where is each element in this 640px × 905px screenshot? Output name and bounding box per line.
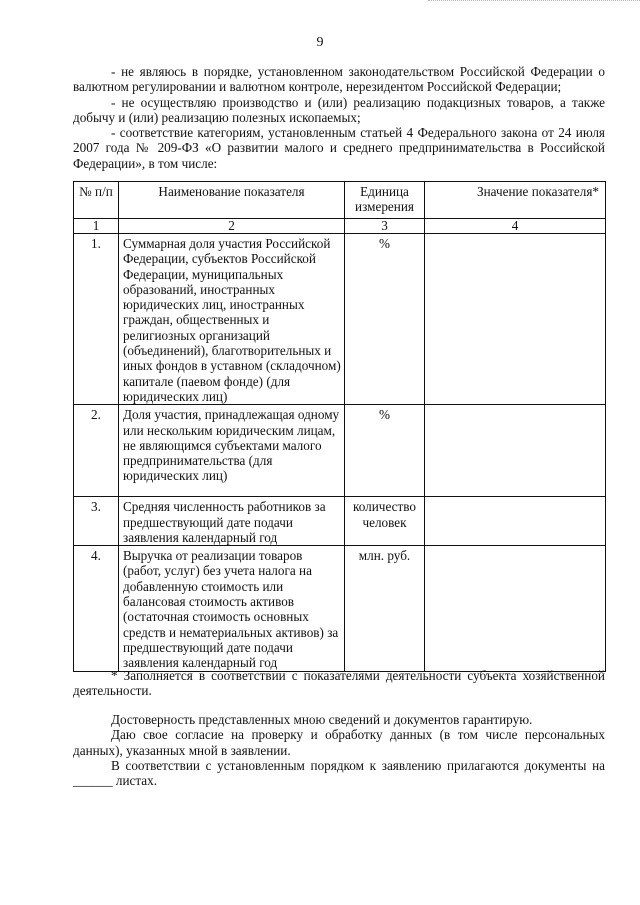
column-number: 2 xyxy=(119,219,345,234)
consent-rest: данных), указанных мной в заявлении. xyxy=(73,742,291,758)
attachments-statement xyxy=(73,758,605,789)
unit-of-measure: % xyxy=(345,234,425,405)
paragraph-rest: добычу и (или) реализацию полезных ископаемых; xyxy=(73,109,361,125)
indicator-value xyxy=(425,497,606,546)
page-number: 9 xyxy=(316,35,324,50)
row-number: 4. xyxy=(74,546,119,671)
footnote-first-line: * Заполняется в соответствии с показателями деятельности субъекта хозяйственной xyxy=(111,668,605,683)
table-row xyxy=(74,234,606,405)
paragraph-rest: Федерации», в том числе: xyxy=(73,155,218,171)
unit-of-measure: % xyxy=(345,405,425,497)
attachments-first-line: В соответствии с установленным порядком к заявлению прилагаются документы на xyxy=(111,757,605,773)
scan-edge-mark xyxy=(428,0,640,6)
row-number: 1. xyxy=(74,234,119,405)
header-unit: Единица измерения xyxy=(345,182,425,219)
row-number: 2. xyxy=(74,405,119,497)
indicator-value xyxy=(425,234,606,405)
column-number: 1 xyxy=(74,219,119,234)
table-row xyxy=(74,497,606,546)
unit-of-measure: млн. руб. xyxy=(345,546,425,671)
column-number: 4 xyxy=(425,219,606,234)
header-indicator-name: Наименование показателя xyxy=(119,182,345,219)
declaration-paragraphs xyxy=(73,64,605,171)
footnote xyxy=(73,668,605,699)
header-value: Значение показателя* xyxy=(425,182,606,219)
footnote-rest: деятельности. xyxy=(73,683,152,699)
header-number: № п/п xyxy=(74,182,119,219)
column-numbers-row xyxy=(74,219,606,234)
indicator-value xyxy=(425,405,606,497)
paragraph-excise xyxy=(73,95,605,126)
unit-of-measure: количество человек xyxy=(345,497,425,546)
paragraph-first-line: - не являюсь в порядке, установленном законодательством Российской Федерации о xyxy=(111,64,605,79)
attachments-rest: ______ листах. xyxy=(73,773,158,789)
closing-statements xyxy=(73,712,605,788)
paragraph-first-line: - не осуществляю производство и (или) реализацию подакцизных товаров, а также xyxy=(111,94,605,110)
consent-first-line: Даю свое согласие на проверку и обработку данных (в том числе персональных xyxy=(111,727,605,743)
indicator-name: Средняя численность работников за предшествующий дате подачи заявления календарный год xyxy=(119,497,345,546)
table-row xyxy=(74,546,606,671)
paragraph-second-line: 2007 года № 209-ФЗ «О развитии малого и среднего предпринимательства в Российской xyxy=(73,140,605,156)
indicator-name: Выручка от реализации товаров (работ, услуг) без учета налога на добавленную стоимость или балансовая стоимость активов (остаточная стоимость основных средств и нематериальных активов) за предшествующий дате подачи заявления календарный год xyxy=(119,546,345,671)
indicators-table xyxy=(73,181,606,672)
indicator-name: Суммарная доля участия Российской Федерации, субъектов Российской Федерации, муниципальных образований, иностранных юридических лиц, иностранных граждан, общественных и религиозных организаций (объединений), благотворительных и иных фондов в уставном (складочном) капитале (паевом фонде) (для юридических лиц) xyxy=(119,234,345,405)
indicator-value xyxy=(425,546,606,671)
paragraph-rest: валютном регулировании и валютном контроле, нерезидентом Российской Федерации; xyxy=(73,79,562,95)
paragraph-category xyxy=(73,125,605,171)
table-header-row xyxy=(74,182,606,219)
paragraph-first-line: - соответствие категориям, установленным статьей 4 Федерального закона от 24 июля xyxy=(111,125,605,141)
indicator-name: Доля участия, принадлежащая одному или нескольким юридическим лицам, не являющимся субъектами малого предпринимательства (для юридических лиц) xyxy=(119,405,345,497)
column-number: 3 xyxy=(345,219,425,234)
guarantee-statement: Достоверность представленных мною сведений и документов гарантирую. xyxy=(111,712,533,727)
row-number: 3. xyxy=(74,497,119,546)
consent-statement xyxy=(73,727,605,758)
paragraph-nonresident xyxy=(73,64,605,95)
table-row xyxy=(74,405,606,497)
